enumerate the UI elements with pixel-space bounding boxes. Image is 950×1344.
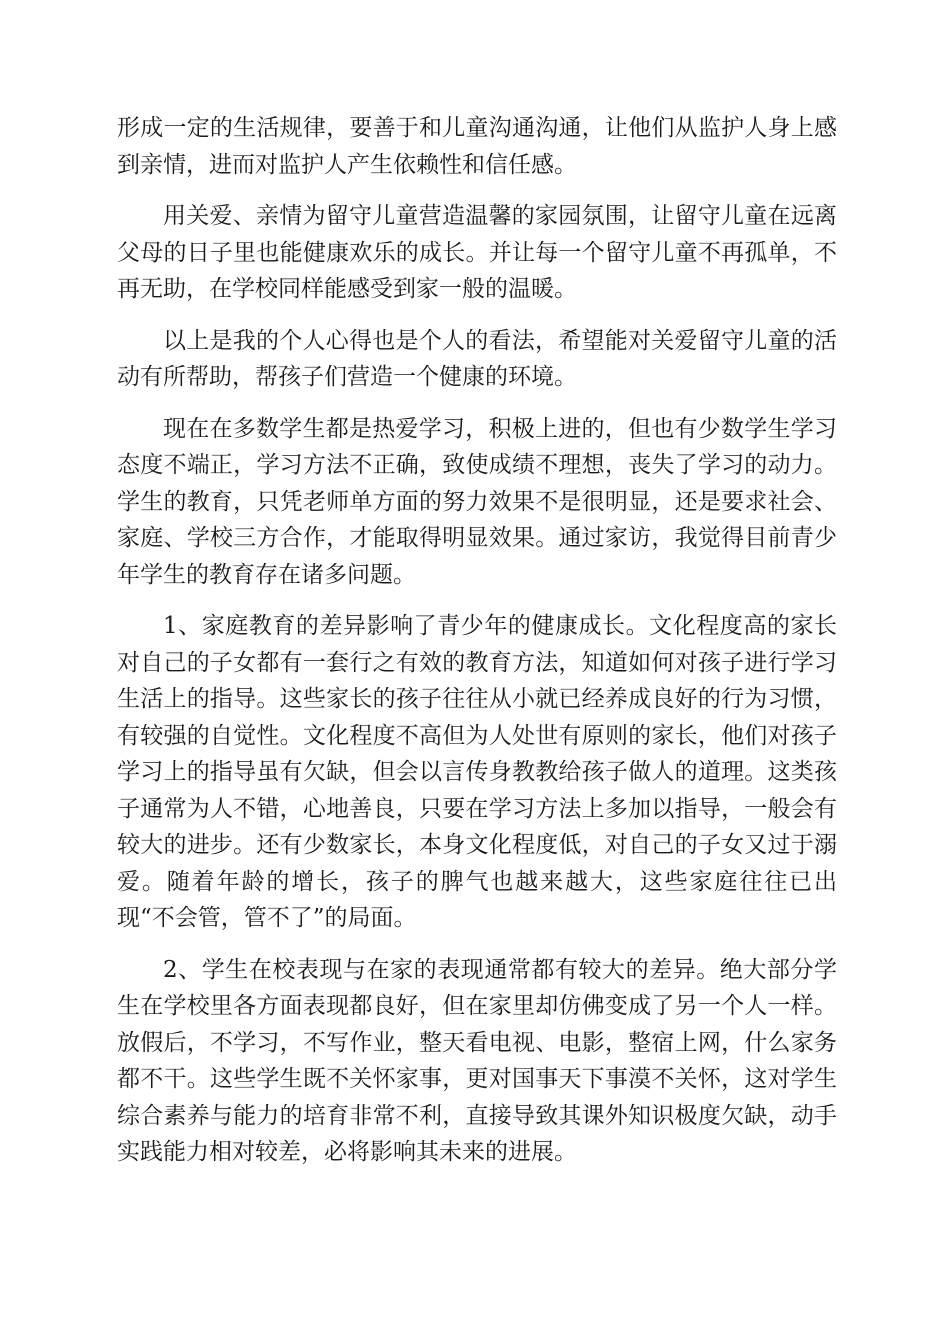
paragraph-1: 形成一定的生活规律，要善于和儿童沟通沟通，让他们从监护人身上感到亲情，进而对监护人产生依赖性和信任感。 [117,115,837,178]
paragraph-6: 2、学生在校表现与在家的表现通常都有较大的差异。绝大部分学生在学校里各方面表现都良好，但在家里却仿佛变成了另一个人一样。放假后，不学习，不写作业，整天看电视、电影，整宿上网，什么家务都不干。这些学生既不关怀家事，更对国事天下事漠不关怀，这对学生综合素养与能力的培育非常不利，直接导致其课外知识极度欠缺，动手实践能力相对较差，必将影响其未来的进展。 [117,956,837,1165]
paragraph-5: 1、家庭教育的差异影响了青少年的健康成长。文化程度高的家长对自己的子女都有一套行之有效的教育方法，知道如何对孩子进行学习生活上的指导。这些家长的孩子往往从小就已经养成良好的行为习惯，有较强的自觉性。文化程度不高但为人处世有原则的家长，他们对孩子学习上的指导虽有欠缺，但会以言传身教教给孩子做人的道理。这类孩子通常为人不错，心地善良，只要在学习方法上多加以指导，一般会有较大的进步。还有少数家长，本身文化程度低，对自己的子女又过于溺爱。随着年龄的增长，孩子的脾气也越来越大，这些家庭往往已出现“不会管，管不了”的局面。 [117,613,837,931]
paragraph-4: 现在在多数学生都是热爱学习，积极上进的，但也有少数学生学习态度不端正，学习方法不正确，致使成绩不理想，丧失了学习的动力。学生的教育，只凭老师单方面的努力效果不是很明显，还是要求社会、家庭、学校三方合作，才能取得明显效果。通过家访，我觉得目前青少年学生的教育存在诸多问题。 [117,415,837,588]
paragraph-2: 用关爱、亲情为留守儿童营造温馨的家园氛围，让留守儿童在远离父母的日子里也能健康欢乐的成长。并让每一个留守儿童不再孤单，不再无助，在学校同样能感受到家一般的温暖。 [117,203,837,302]
paragraph-3: 以上是我的个人心得也是个人的看法，希望能对关爱留守儿童的活动有所帮助，帮孩子们营造一个健康的环境。 [117,327,837,390]
document-body [117,110,837,1186]
